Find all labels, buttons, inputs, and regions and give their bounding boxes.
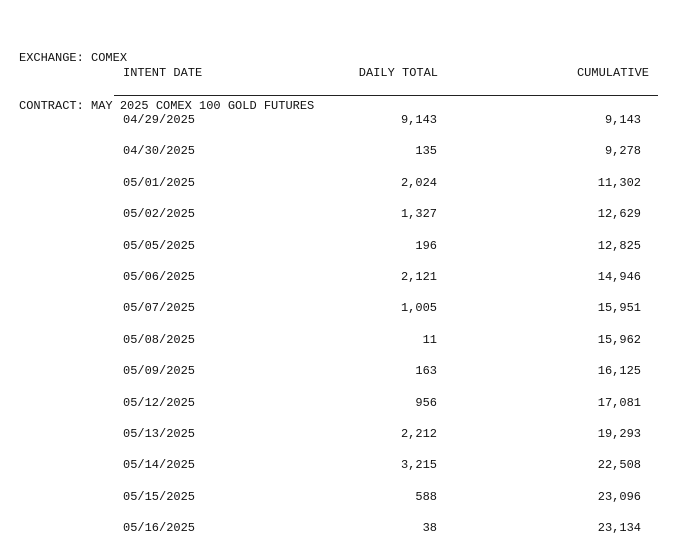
cumulative-cell: 12,629 bbox=[597, 207, 641, 222]
exchange-line: EXCHANGE: COMEX bbox=[19, 51, 128, 65]
cumulative-cell: 9,278 bbox=[604, 144, 641, 159]
column-header-daily-total: DAILY TOTAL bbox=[358, 66, 438, 80]
intent-date-cell: 05/14/2025 bbox=[123, 458, 196, 473]
daily-total-cell: 196 bbox=[415, 238, 437, 253]
table-row bbox=[123, 364, 641, 395]
daily-total-cell: 135 bbox=[415, 144, 437, 159]
intent-date-cell: 05/08/2025 bbox=[123, 332, 196, 347]
intent-date-cell: 05/06/2025 bbox=[123, 269, 196, 284]
intent-date-cell: 04/29/2025 bbox=[123, 113, 196, 127]
table-row bbox=[123, 521, 641, 552]
cumulative-cell: 15,951 bbox=[597, 301, 641, 316]
daily-total-cell: 956 bbox=[415, 395, 437, 410]
table-row bbox=[123, 301, 641, 332]
cumulative-cell: 16,125 bbox=[597, 364, 641, 379]
daily-total-cell: 1,005 bbox=[400, 301, 437, 316]
table-header bbox=[123, 66, 649, 82]
header-divider bbox=[114, 95, 658, 96]
intent-date-cell: 05/07/2025 bbox=[123, 301, 196, 316]
intent-date-cell: 05/13/2025 bbox=[123, 426, 196, 441]
table-row bbox=[123, 113, 641, 144]
table-row bbox=[123, 427, 641, 458]
table-row bbox=[123, 333, 641, 364]
cumulative-cell: 9,143 bbox=[604, 113, 641, 127]
table-row bbox=[123, 144, 641, 175]
daily-total-cell: 2,121 bbox=[400, 269, 437, 284]
cumulative-cell: 22,508 bbox=[597, 458, 641, 473]
cumulative-cell: 23,096 bbox=[597, 489, 641, 504]
intent-date-cell: 04/30/2025 bbox=[123, 144, 196, 159]
intent-date-cell: 05/05/2025 bbox=[123, 238, 196, 253]
table-row bbox=[123, 490, 641, 521]
cumulative-cell: 19,293 bbox=[597, 426, 641, 441]
table-row bbox=[123, 239, 641, 270]
daily-total-cell: 9,143 bbox=[400, 113, 437, 127]
column-header-intent-date: INTENT DATE bbox=[123, 66, 203, 80]
table-row bbox=[123, 207, 641, 238]
column-header-cumulative: CUMULATIVE bbox=[576, 66, 649, 80]
daily-total-cell: 11 bbox=[422, 332, 437, 347]
cumulative-cell: 15,962 bbox=[597, 332, 641, 347]
table-row bbox=[123, 396, 641, 427]
table-row bbox=[123, 458, 641, 489]
daily-total-cell: 163 bbox=[415, 364, 437, 379]
cumulative-cell: 17,081 bbox=[597, 395, 641, 410]
cumulative-cell: 12,825 bbox=[597, 238, 641, 253]
intent-date-cell: 05/16/2025 bbox=[123, 521, 196, 536]
daily-total-cell: 1,327 bbox=[400, 207, 437, 222]
daily-total-cell: 588 bbox=[415, 489, 437, 504]
daily-total-cell: 3,215 bbox=[400, 458, 437, 473]
daily-total-cell: 2,024 bbox=[400, 175, 437, 190]
daily-total-cell: 2,212 bbox=[400, 426, 437, 441]
intent-date-cell: 05/01/2025 bbox=[123, 175, 196, 190]
intent-date-cell: 05/15/2025 bbox=[123, 489, 196, 504]
intent-date-cell: 05/02/2025 bbox=[123, 207, 196, 222]
intent-date-cell: 05/12/2025 bbox=[123, 395, 196, 410]
contract-line: CONTRACT: MAY 2025 COMEX 100 GOLD FUTURES bbox=[19, 99, 315, 113]
cumulative-cell: 14,946 bbox=[597, 269, 641, 284]
table-row bbox=[123, 176, 641, 207]
daily-total-cell: 38 bbox=[422, 521, 437, 536]
cumulative-cell: 23,134 bbox=[597, 521, 641, 536]
table-row bbox=[123, 270, 641, 301]
table-body bbox=[123, 113, 641, 552]
cumulative-cell: 11,302 bbox=[597, 175, 641, 190]
intent-date-cell: 05/09/2025 bbox=[123, 364, 196, 379]
